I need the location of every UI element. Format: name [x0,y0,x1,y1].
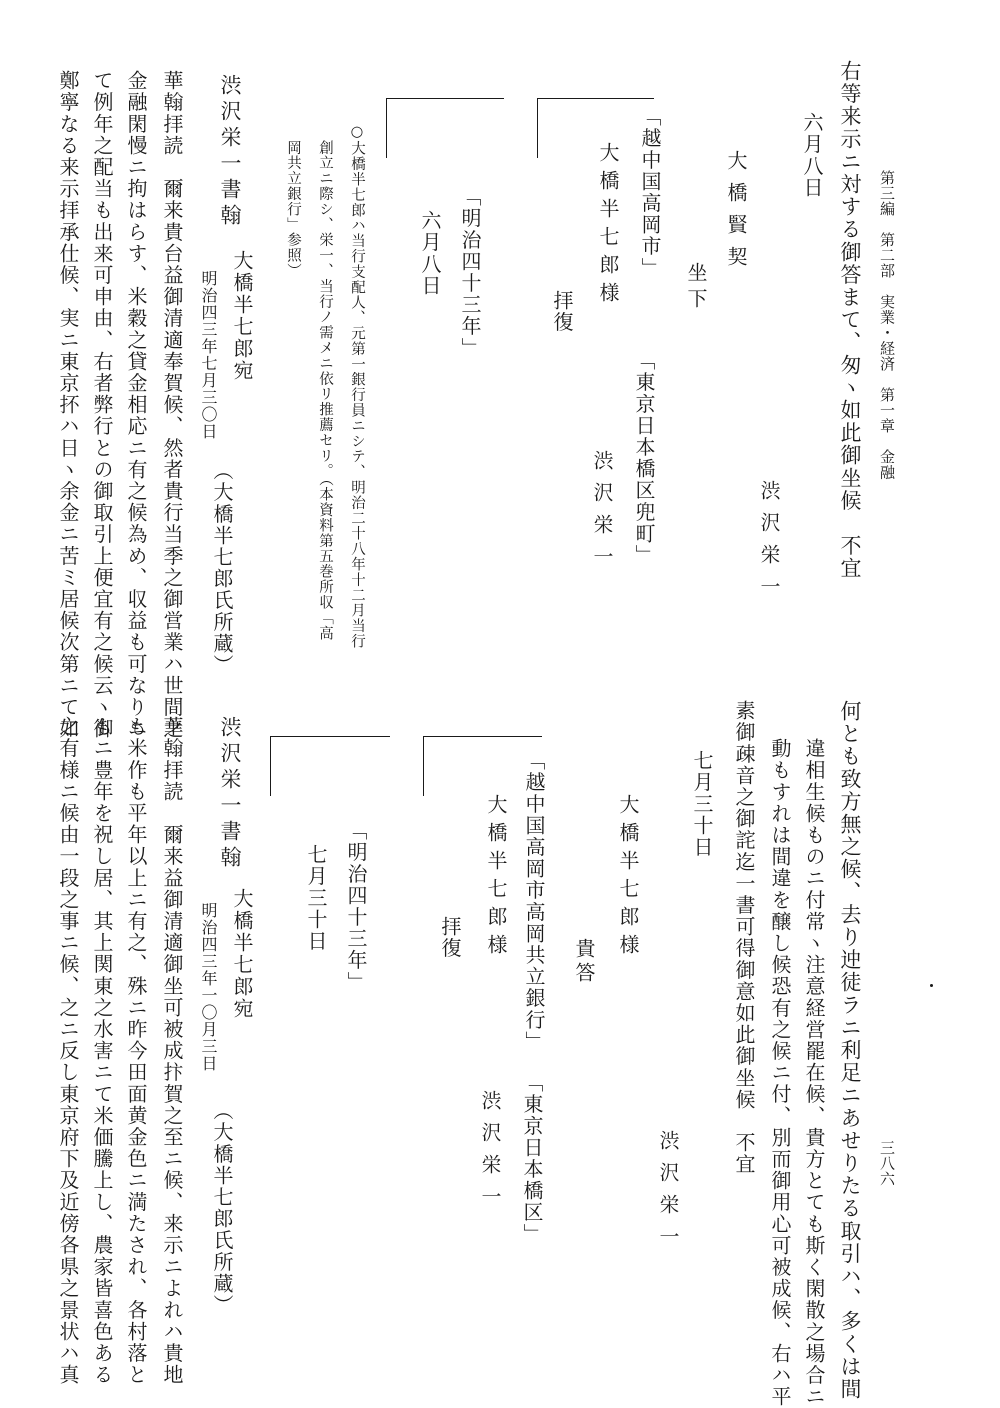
envelope-addressee: 大橋半七郎様 [596,142,620,310]
letter-title-2: 渋沢栄一書翰 [218,716,242,872]
envelope-bracket-2-right [423,736,424,796]
letter-date-heading: 明治四三年七月三〇日 [199,270,218,440]
envelope-address-to: 「越中国高岡市」 [638,106,662,279]
sender-name: 渋沢栄一 [757,480,781,608]
closing-line: 右等来示ニ対する御答まて、匆ヽ如此御坐候 不宜 [838,60,862,580]
letter-source: （大橋半七郎氏所蔵） [210,460,234,676]
letter-addressee-2: 大橋半七郎宛 [230,888,254,1020]
page-number: 三八六 [878,1140,896,1187]
honorific: 坐下 [684,262,708,314]
continued-line-1: 何とも致方無之候、去り迚徒ラニ利足ニあせりたる取引ハ、多くは間 [838,700,862,1401]
envelope-from-name-2: 渋沢栄一 [478,1090,502,1218]
envelope-reply: 拝復 [550,290,574,334]
note-line-1: ○大橋半七郎ハ当行支配人、元第一銀行員ニシテ、明治二十八年十二月当行 [349,124,365,650]
letter-body-2-line-1: 華翰拝読 爾来益御清適御坐可被成抃賀之至ニ候、来示ニよれハ貴地 [160,716,184,1386]
letter-addressee: 大橋半七郎宛 [230,250,254,382]
letter-date-heading-2: 明治四三年一〇月三日 [199,902,218,1072]
recipient-name-2: 大橋半七郎様 [616,794,640,962]
letter-body-2-line-3: もニ豊年を祝し居、其上関東之水害ニて米価騰上し、農家皆喜色ある [90,716,114,1386]
year-bracket-left [386,98,387,158]
letter-date: 六月八日 [800,112,824,199]
year-bracket-2-left [270,736,271,796]
envelope-address-to-2: 「越中国高岡市高岡共立銀行」 [522,750,546,1053]
recipient-name: 大橋賢契 [724,150,748,278]
year-bracket [386,98,504,99]
envelope-reply-2: 拝復 [438,916,462,960]
envelope-year-2: 「明治四十三年」 [344,820,368,993]
envelope-bracket-2 [424,736,542,737]
letter-body-line-2: 金融閑慢ニ拘はらす、米穀之貸金相応ニ有之候為め、収益も可なりニ [124,70,148,740]
envelope-addressee-2: 大橋半七郎様 [484,794,508,962]
letter-body-line-1: 華翰拝読 爾来貴台益御清適奉賀候、然者貴行当季之御営業ハ世間之 [160,70,184,740]
envelope-from-address: 「東京日本橋区兜町」 [632,350,656,566]
letter-body-2-line-4: 之有様ニ候由一段之事ニ候、之ニ反し東京府下及近傍各県之景状ハ真 [56,716,80,1386]
honorific-2: 貴答 [572,938,596,986]
envelope-bracket-right [537,98,538,158]
continued-line-3: 動もすれは間違を醸し候恐有之候ニ付、別而御用心可被成候、右ハ平 [768,738,792,1408]
note-line-3: 岡共立銀行」参照） [285,140,301,279]
envelope-date: 六月八日 [418,210,442,297]
letter-title: 渋沢栄一書翰 [218,74,242,230]
letter-body-2-line-2: も米作も平年以上ニ有之、殊ニ昨今田面黄金色ニ満たされ、各村落と [124,716,148,1386]
envelope-date-2: 七月三十日 [304,844,328,952]
running-head: 第三編 第二部 実業・経済 第一章 金融 [878,170,896,480]
continued-line-4: 素御疎音之御詫迄一書可得御意如此御坐候 不宜 [732,700,756,1176]
letter-body-line-3: て例年之配当も出来可申由、右者弊行との御取引上便宜有之候云ヽ御 [90,70,114,740]
envelope-from-address-2: 「東京日本橋区」 [520,1072,544,1245]
envelope-bracket [538,98,654,99]
year-bracket-2 [270,736,390,737]
continued-line-2: 違相生候ものニ付常ヽ注意経営罷在候、貴方とても斯く閑散之場合ニ [802,738,826,1408]
letter-date-2: 七月三十日 [690,750,714,858]
envelope-year: 「明治四十三年」 [458,186,482,359]
envelope-from-name: 渋沢栄一 [590,450,614,578]
letter-source-2: （大橋半七郎氏所蔵） [210,1100,234,1316]
sender-name-2: 渋沢栄一 [656,1130,680,1258]
note-line-2: 創立ニ際シ、栄一、当行ノ需メニ依リ推薦セリ。（本資料第五巻所収「高 [317,140,333,641]
letter-body-line-4: 鄭寧なる来示拝承仕候、実ニ東京抔ハ日ヽ余金ニ苦ミ居候次第ニて如 [56,70,80,740]
page-speck [930,984,933,987]
